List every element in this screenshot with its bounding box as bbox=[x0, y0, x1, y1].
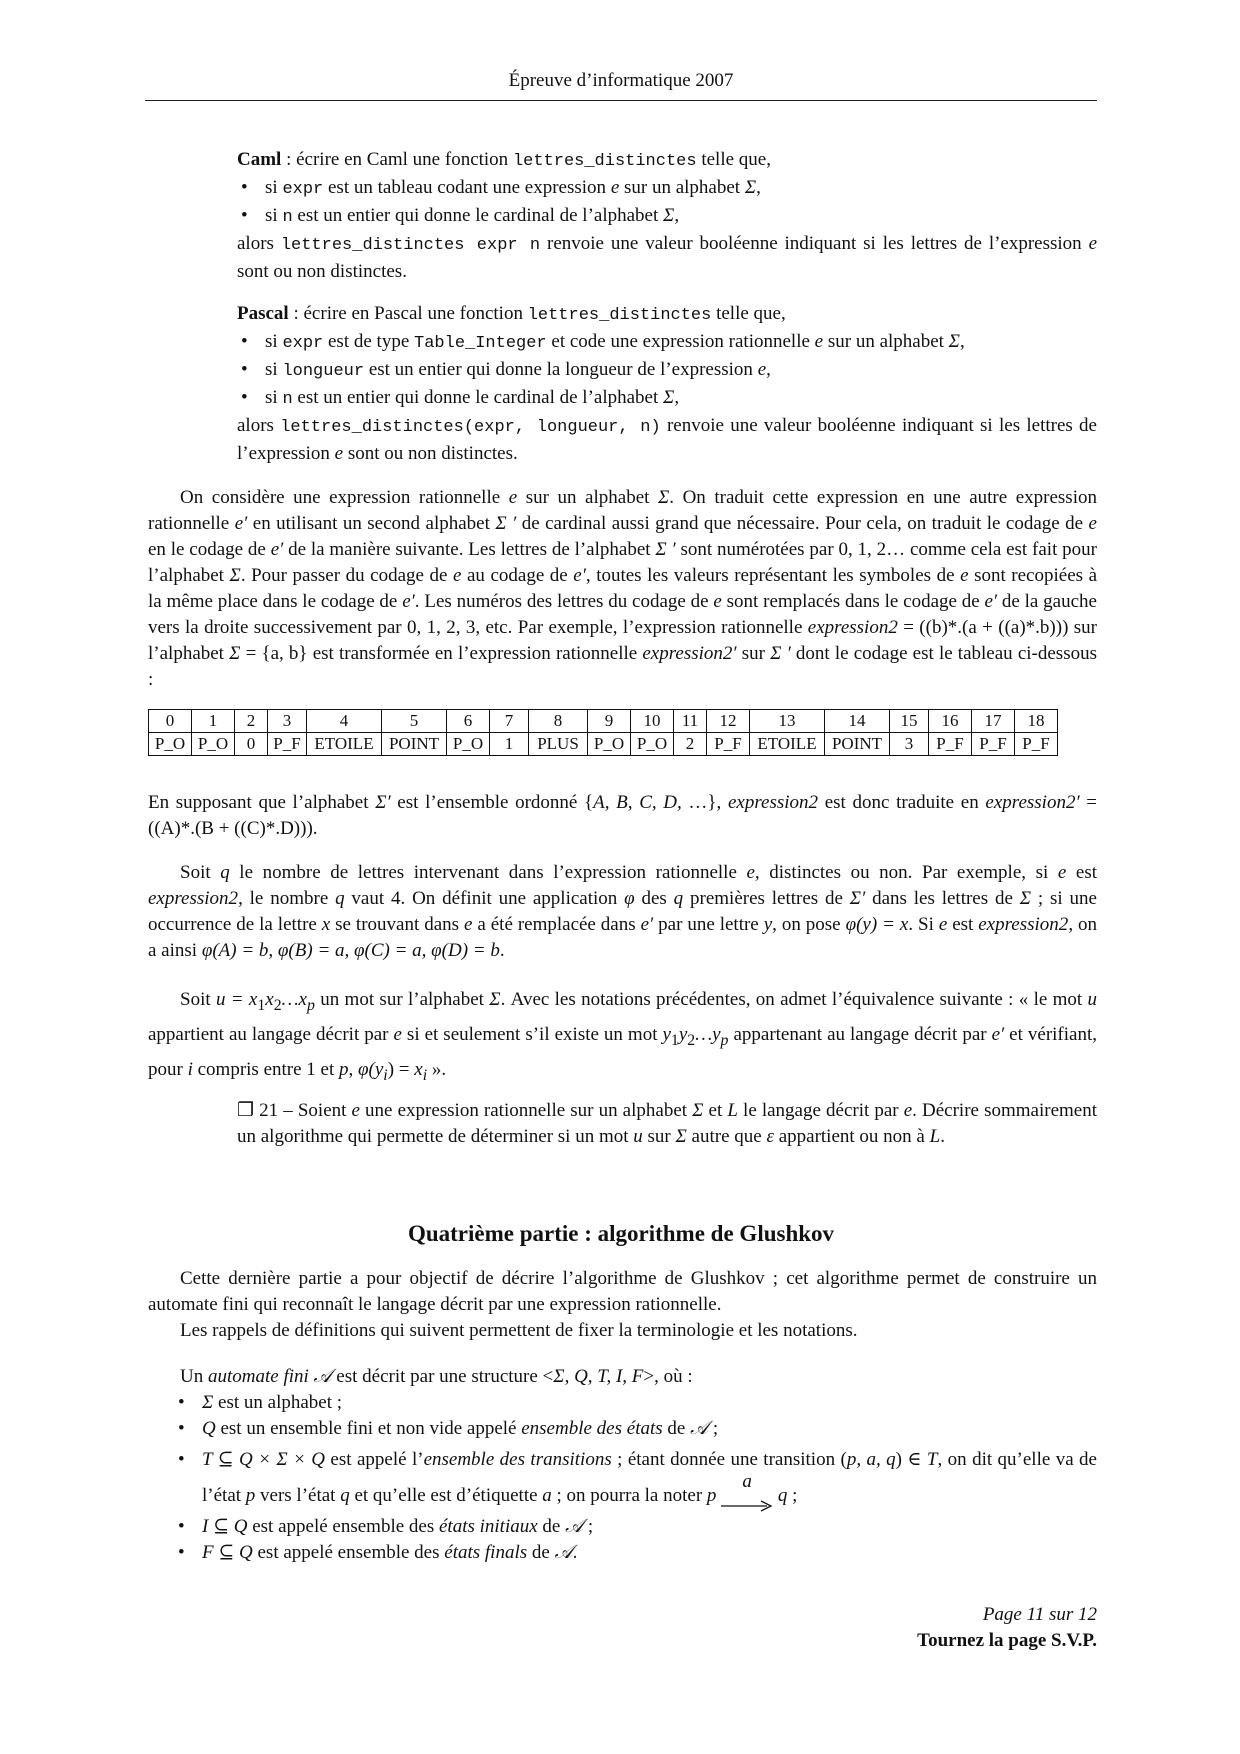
automate-bullet-f: • F ⊆ Q est appelé ensemble des états finals de 𝒜. bbox=[174, 1540, 1097, 1566]
table-cell: P_O bbox=[588, 733, 631, 756]
automate-bullet-i: • I ⊆ Q est appelé ensemble des états initiaux de 𝒜 ; bbox=[174, 1514, 1097, 1540]
pascal-bullet-1: • si expr est de type Table_Integer et code une expression rationnelle e sur un alphabet Σ, bbox=[237, 329, 1097, 357]
pascal-bullet-2: • si longueur est un entier qui donne la longueur de l’expression e, bbox=[237, 357, 1097, 385]
pascal-alors: alors lettres_distinctes(expr, longueur, n) renvoie une valeur booléenne indiquant si les lettres de l’expression e sont ou non distinctes. bbox=[237, 415, 1097, 464]
automate-bullet-q: • Q est un ensemble fini et non vide appelé ensemble des états de 𝒜 ; bbox=[174, 1416, 1097, 1442]
paragraph-equivalence: Soit $u = x_1x_2\dots x_p$ un mot sur l’alphabet Σ. Avec les notations précédentes, on admet l’équivalence suivante : « le mot u appartient au langage décrit par e si et seulement s’il existe un mot $y_1y_2\dots y_p$ appartenant au langage décrit par e′ et vérifiant, pour i compris entre 1 et p, $\varphi(y_i) = x_i$ ». bbox=[148, 989, 1098, 1084]
table-cell: 12 bbox=[707, 710, 750, 733]
automate-bullet-t: • T ⊆ Q × Σ × Q est appelé l’ensemble des transitions ; étant donnée une transition (p, a, q) ∈ T, on dit qu’elle va de l’état p vers l’état q et qu’elle est d’étiquette a ; on pourra la noter p a q ; bbox=[174, 1442, 1097, 1514]
caml-block bbox=[237, 147, 1097, 285]
automate-intro: Un automate fini 𝒜 est décrit par une structure <Σ, Q, T, I, F>, où : bbox=[180, 1366, 693, 1387]
table-cell: P_F bbox=[268, 733, 307, 756]
section-title: Quatrième partie : algorithme de Glushkov bbox=[407, 1221, 835, 1246]
table-cell: 17 bbox=[972, 710, 1015, 733]
table-cell: POINT bbox=[825, 733, 890, 756]
arrow-right-icon bbox=[721, 1499, 773, 1513]
table-cell: ETOILE bbox=[307, 733, 382, 756]
caml-bullet-1: • si expr est un tableau codant une expression e sur un alphabet Σ, bbox=[237, 175, 1097, 203]
table-cell: ETOILE bbox=[750, 733, 825, 756]
table-cell: 8 bbox=[529, 710, 588, 733]
table-cell: 13 bbox=[750, 710, 825, 733]
paragraph-translation: On considère une expression rationnelle e sur un alphabet Σ. On traduit cette expression en une autre expression rationnelle e′ en utilisant un second alphabet Σ ′ de cardinal aussi grand que nécessaire. Pour cela, on traduit le codage de e en le codage de e′ de la manière suivante. Les lettres de l’alphabet Σ ′ sont numérotées par 0, 1, 2… comme cela est fait pour l’alphabet Σ. Pour passer du codage de e au codage de e′, toutes les valeurs représentant les symboles de e sont recopiées à la même place dans le codage de e′. Les numéros des lettres du codage de e sont remplacés dans le codage de e′ de la gauche vers la droite successivement par 0, 1, 2, 3, etc. Par exemple, l’expression rationnelle expression2 = ((b)*.(a + ((a)*.b))) sur l’alphabet Σ = {a, b} est transformée en l’expression rationnelle expression2′ sur Σ ′ dont le codage est le tableau ci-dessous : bbox=[148, 487, 1098, 690]
table-cell: PLUS bbox=[529, 733, 588, 756]
table-cell: 6 bbox=[447, 710, 490, 733]
table-cell: 18 bbox=[1015, 710, 1058, 733]
page-number: Page 11 sur 12 bbox=[982, 1604, 1097, 1625]
table-cell: P_O bbox=[149, 733, 192, 756]
table-cell: 1 bbox=[192, 710, 235, 733]
caml-intro: Caml : écrire en Caml une fonction lettres_distinctes telle que, bbox=[237, 149, 771, 171]
table-cell: 4 bbox=[307, 710, 382, 733]
pascal-intro: Pascal : écrire en Pascal une fonction lettres_distinctes telle que, bbox=[237, 303, 786, 325]
table-cell: 7 bbox=[490, 710, 529, 733]
table-cell: P_F bbox=[972, 733, 1015, 756]
caml-bullet-2: • si n est un entier qui donne le cardinal de l’alphabet Σ, bbox=[237, 203, 1097, 231]
table-cell: 11 bbox=[674, 710, 707, 733]
coding-table bbox=[148, 709, 1058, 756]
table-cell: P_F bbox=[707, 733, 750, 756]
table-cell: 5 bbox=[382, 710, 447, 733]
table-cell: 2 bbox=[674, 733, 707, 756]
table-cell: P_F bbox=[929, 733, 972, 756]
table-cell: 1 bbox=[490, 733, 529, 756]
turn-page-note: Tournez la page S.V.P. bbox=[917, 1630, 1097, 1651]
paragraph-alphabet: En supposant que l’alphabet Σ′ est l’ensemble ordonné {A, B, C, D, …}, expression2 est donc traduite en expression2′ = ((A)*.(B + ((C)*.D))). bbox=[148, 792, 1097, 839]
table-cell: 2 bbox=[235, 710, 268, 733]
table-cell: 10 bbox=[631, 710, 674, 733]
table-cell: P_O bbox=[631, 733, 674, 756]
question-21: ❐ 21 – Soient e une expression rationnelle sur un alphabet Σ et L le langage décrit par e. Décrire sommairement un algorithme qui permette de déterminer si un mot u sur Σ autre que ε appartient ou non à L. bbox=[237, 1100, 1097, 1147]
table-cell: 16 bbox=[929, 710, 972, 733]
checkbox-icon: ❐ bbox=[237, 1100, 255, 1121]
paragraph-phi: Soit q le nombre de lettres intervenant dans l’expression rationnelle e, distinctes ou non. Par exemple, si e est expression2, le nombre q vaut 4. On définit une application φ des q premières lettres de Σ′ dans les lettres de Σ ; si une occurrence de la lettre x se trouvant dans e a été remplacée dans e′ par une lettre y, on pose φ(y) = x. Si e est expression2, on a ainsi φ(A) = b, φ(B) = a, φ(C) = a, φ(D) = b. bbox=[148, 862, 1098, 961]
transition-arrow: a bbox=[721, 1490, 773, 1504]
paragraph-glushkov-intro: Cette dernière partie a pour objectif de décrire l’algorithme de Glushkov ; cet algorithme permet de construire un automate fini qui reconnaît le langage décrit par une expression rationnelle. Les rappels de définitions qui suivent permettent de fixer la terminologie et les notations. bbox=[148, 1268, 1097, 1341]
automate-bullet-sigma: • Σ est un alphabet ; bbox=[174, 1390, 1097, 1416]
table-row-indices bbox=[149, 710, 1058, 733]
table-cell: 0 bbox=[149, 710, 192, 733]
table-row-values bbox=[149, 733, 1058, 756]
table-cell: P_F bbox=[1015, 733, 1058, 756]
automate-definition bbox=[148, 1364, 1097, 1566]
pascal-bullet-3: • si n est un entier qui donne le cardinal de l’alphabet Σ, bbox=[237, 385, 1097, 413]
table-cell: 0 bbox=[235, 733, 268, 756]
header-title: Épreuve d’informatique 2007 bbox=[508, 70, 734, 91]
page-footer bbox=[917, 1602, 1097, 1654]
table-cell: 15 bbox=[890, 710, 929, 733]
page-header bbox=[145, 70, 1097, 101]
table-cell: P_O bbox=[447, 733, 490, 756]
table-cell: 9 bbox=[588, 710, 631, 733]
table-cell: P_O bbox=[192, 733, 235, 756]
table-cell: 3 bbox=[268, 710, 307, 733]
table-cell: POINT bbox=[382, 733, 447, 756]
caml-alors: alors lettres_distinctes expr n renvoie une valeur booléenne indiquant si les lettres de l’expression e sont ou non distinctes. bbox=[237, 233, 1098, 282]
table-cell: 3 bbox=[890, 733, 929, 756]
pascal-block bbox=[237, 301, 1097, 467]
table-cell: 14 bbox=[825, 710, 890, 733]
